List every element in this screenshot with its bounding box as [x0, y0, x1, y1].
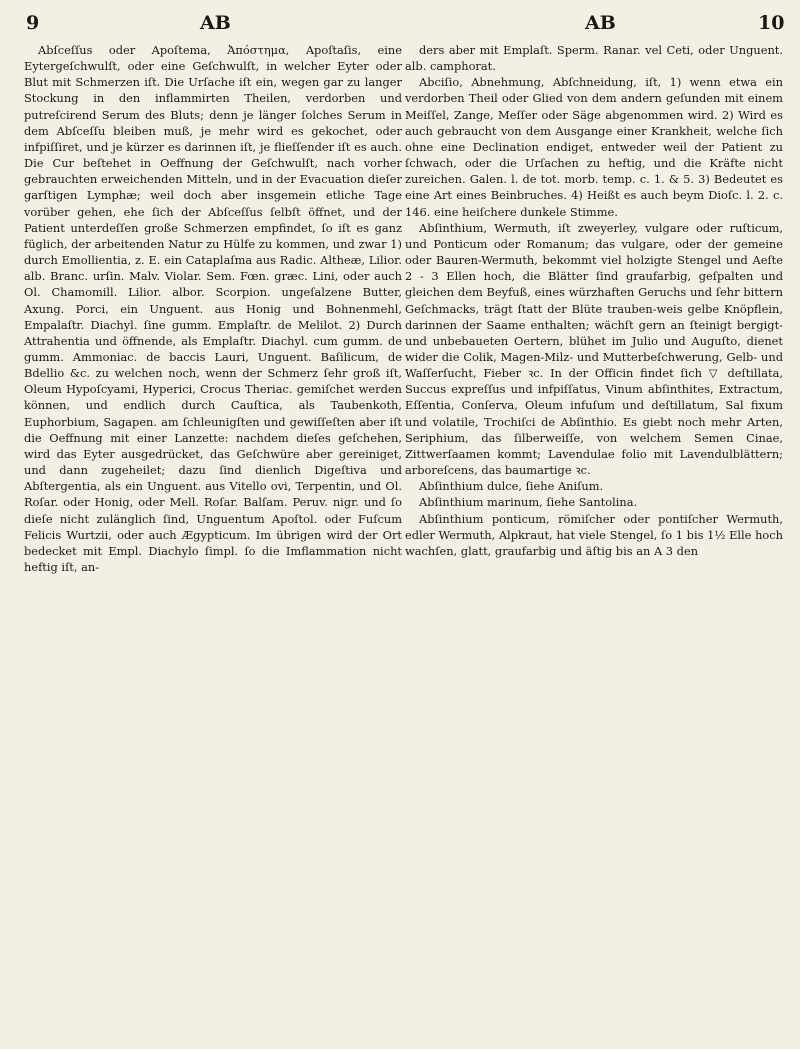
entry-absinthium: Abſinthium, Wermuth, iſt zweyerley, vulgare oder ruſticum, und Ponticum oder Romanum; das vulgare, oder der gemeine oder Bauren-Wermuth, bekommt viel holzigte Stengel und Aeſte 2 - 3 Ellen hoch, die Blätter ſind graufarbig, geſpalten und gleichen dem Beyfuß, eines würzhaften Geruchs und ſehr bittern Geſchmacks, trägt ſtatt der Blüte trauben-weis gelbe Knöpflein, darinnen der Saame enthalten; wächſt gern an ſteinigt bergigt- und unbebaueten Oertern, blühet im Julio und Auguſto, dienet wider die Colik, Magen-Milz- und Mutterbeſchwerung, Gelb- und Waſſerſucht, Fieber ꝛc. In der Officin findet ſich ▽ deſtillata, Succus expreſſus und infpiſſatus, Vinum abſinthites, Extractum, Eſſentia, Conſerva, Oleum infuſum und deſtillatum, Sal fixum und volatile, Trochiſci de Abſinthio. Es giebt noch mehr Arten, Seriphium, das ſilberweiſſe, von welchem Semen Cinae, Zittwerſaamen kommt; Lavendulae folio mit Lavendulblättern; arboreſcens, das baumartige ꝛc. [405, 220, 783, 478]
running-header [0, 6, 800, 40]
left-page-number: 9 [26, 12, 40, 34]
right-page-number: 10 [758, 12, 785, 34]
left-running-head: AB [200, 12, 231, 34]
right-column [405, 42, 783, 1040]
left-column [24, 42, 402, 1040]
entry-abscessus: Abſceſſus oder Apoſtema, Ἀπόστημα, Apoſtaſis, eine Eytergeſchwulſt, oder eine Geſchwulſt, in welcher Eyter oder Blut mit Schmerzen iſt. Die Urſache iſt ein, wegen gar zu langer Stockung in den inflammirten Theilen, verdorben und putreſcirend Serum des Bluts; denn je länger ſolches Serum in dem Abſceſſu bleiben muß, je mehr wird es gekochet, oder infpiſſiret, und je kürzer es darinnen iſt, je flieſſender iſt es auch. Die Cur beſtehet in Oeffnung der Geſchwulſt, nach vorher gebrauchten erweichenden Mitteln, und in der Evacuation dieſer garſtigen Lymphæ; weil doch aber insgemein etliche Tage vorüber gehen, ehe ſich der Abſceſſus ſelbſt öffnet, und der Patient unterdeſſen große Schmerzen empfindet, ſo iſt es ganz füglich, der arbeitenden Natur zu Hülfe zu kommen, und zwar 1) durch Emollientia, z. E. ein Cataplaſma aus Radic. Altheæ, Lilior. alb. Branc. urſin. Malv. Violar. Sem. Fœn. græc. Lini, oder auch Ol. Chamomill. Lilior. albor. Scorpion. ungeſalzene Butter, Axung. Porci, ein Unguent. aus Honig und Bohnenmehl, Empalaſtr. Diachyl. ſine gumm. Emplaſtr. de Melilot. 2) Durch Attrahentia und öffnende, als Emplaſtr. Diachyl. cum gumm. de gumm. Ammoniac. de baccis Lauri, Unguent. Baſilicum, de Bdellio &c. zu welchen noch, wenn der Schmerz ſehr groß iſt, Oleum Hypoſcyami, Hyperici, Crocus Theriac. gemiſchet werden können, und endlich durch Cauſtica, als Taubenkoth, Euphorbium, Sagapen. am ſchleunigſten und gewiſſeſten aber iſt die Oeffnung mit einer Lanzette: nachdem dieſes geſchehen, wird das Eyter ausgedrücket, das Geſchwüre aber gereiniget, und dann zugeheilet; dazu ſind dienlich Digeſtiva und Abſtergentia, als ein Unguent. aus Vitello ovi, Terpentin, und Ol. Roſar. oder Honig, oder Mell. Roſar. Balſam. Peruv. nigr. und ſo dieſe nicht zulänglich ſind, Unguentum Apoſtol. oder Fuſcum Felicis Wurtzii, oder auch Ægypticum. Im übrigen wird der Ort bedecket mit Empl. Diachylo ſimpl. ſo die Imflammation nicht heftig iſt, an- [24, 43, 402, 574]
entry-absinthium-marinum: Abſinthium marinum, ſiehe Santolina. [419, 495, 638, 510]
right-running-head: AB [585, 12, 616, 34]
entry-absinthium-dulce: Abſinthium dulce, ſiehe Aniſum. [419, 479, 604, 494]
entry-continuation: ders aber mit Emplaſt. Sperm. Ranar. vel Ceti, oder Unguent. alb. camphorat. [405, 43, 783, 74]
entry-abcisio: Abciſio, Abnehmung, Abſchneidung, iſt, 1) wenn etwa ein verdorben Theil oder Glied von dem andern geſunden mit einem Meiſſel, Zange, Meſſer oder Säge abgenommen wird. 2) Wird es auch gebraucht von dem Ausgange einer Krankheit, welche ſich ohne eine Declination endiget, entweder weil der Patient zu ſchwach, oder die Urſachen zu heftig, und die Kräfte nicht zureichen. Galen. l. de tot. morb. temp. c. 1. & 5. 3) Bedeutet es eine Art eines Beinbruches. 4) Heißt es auch beym Dioſc. l. 2. c. 146. eine heiſchere dunkele Stimme. [405, 75, 783, 219]
entry-absinthium-ponticum: Abſinthium ponticum, römiſcher oder pontiſcher Wermuth, edler Wermuth, Alpkraut, hat viele Stengel, ſo 1 bis 1½ Elle hoch wachſen, glatt, graufarbig und äſtig bis an A 3 den [405, 511, 783, 558]
